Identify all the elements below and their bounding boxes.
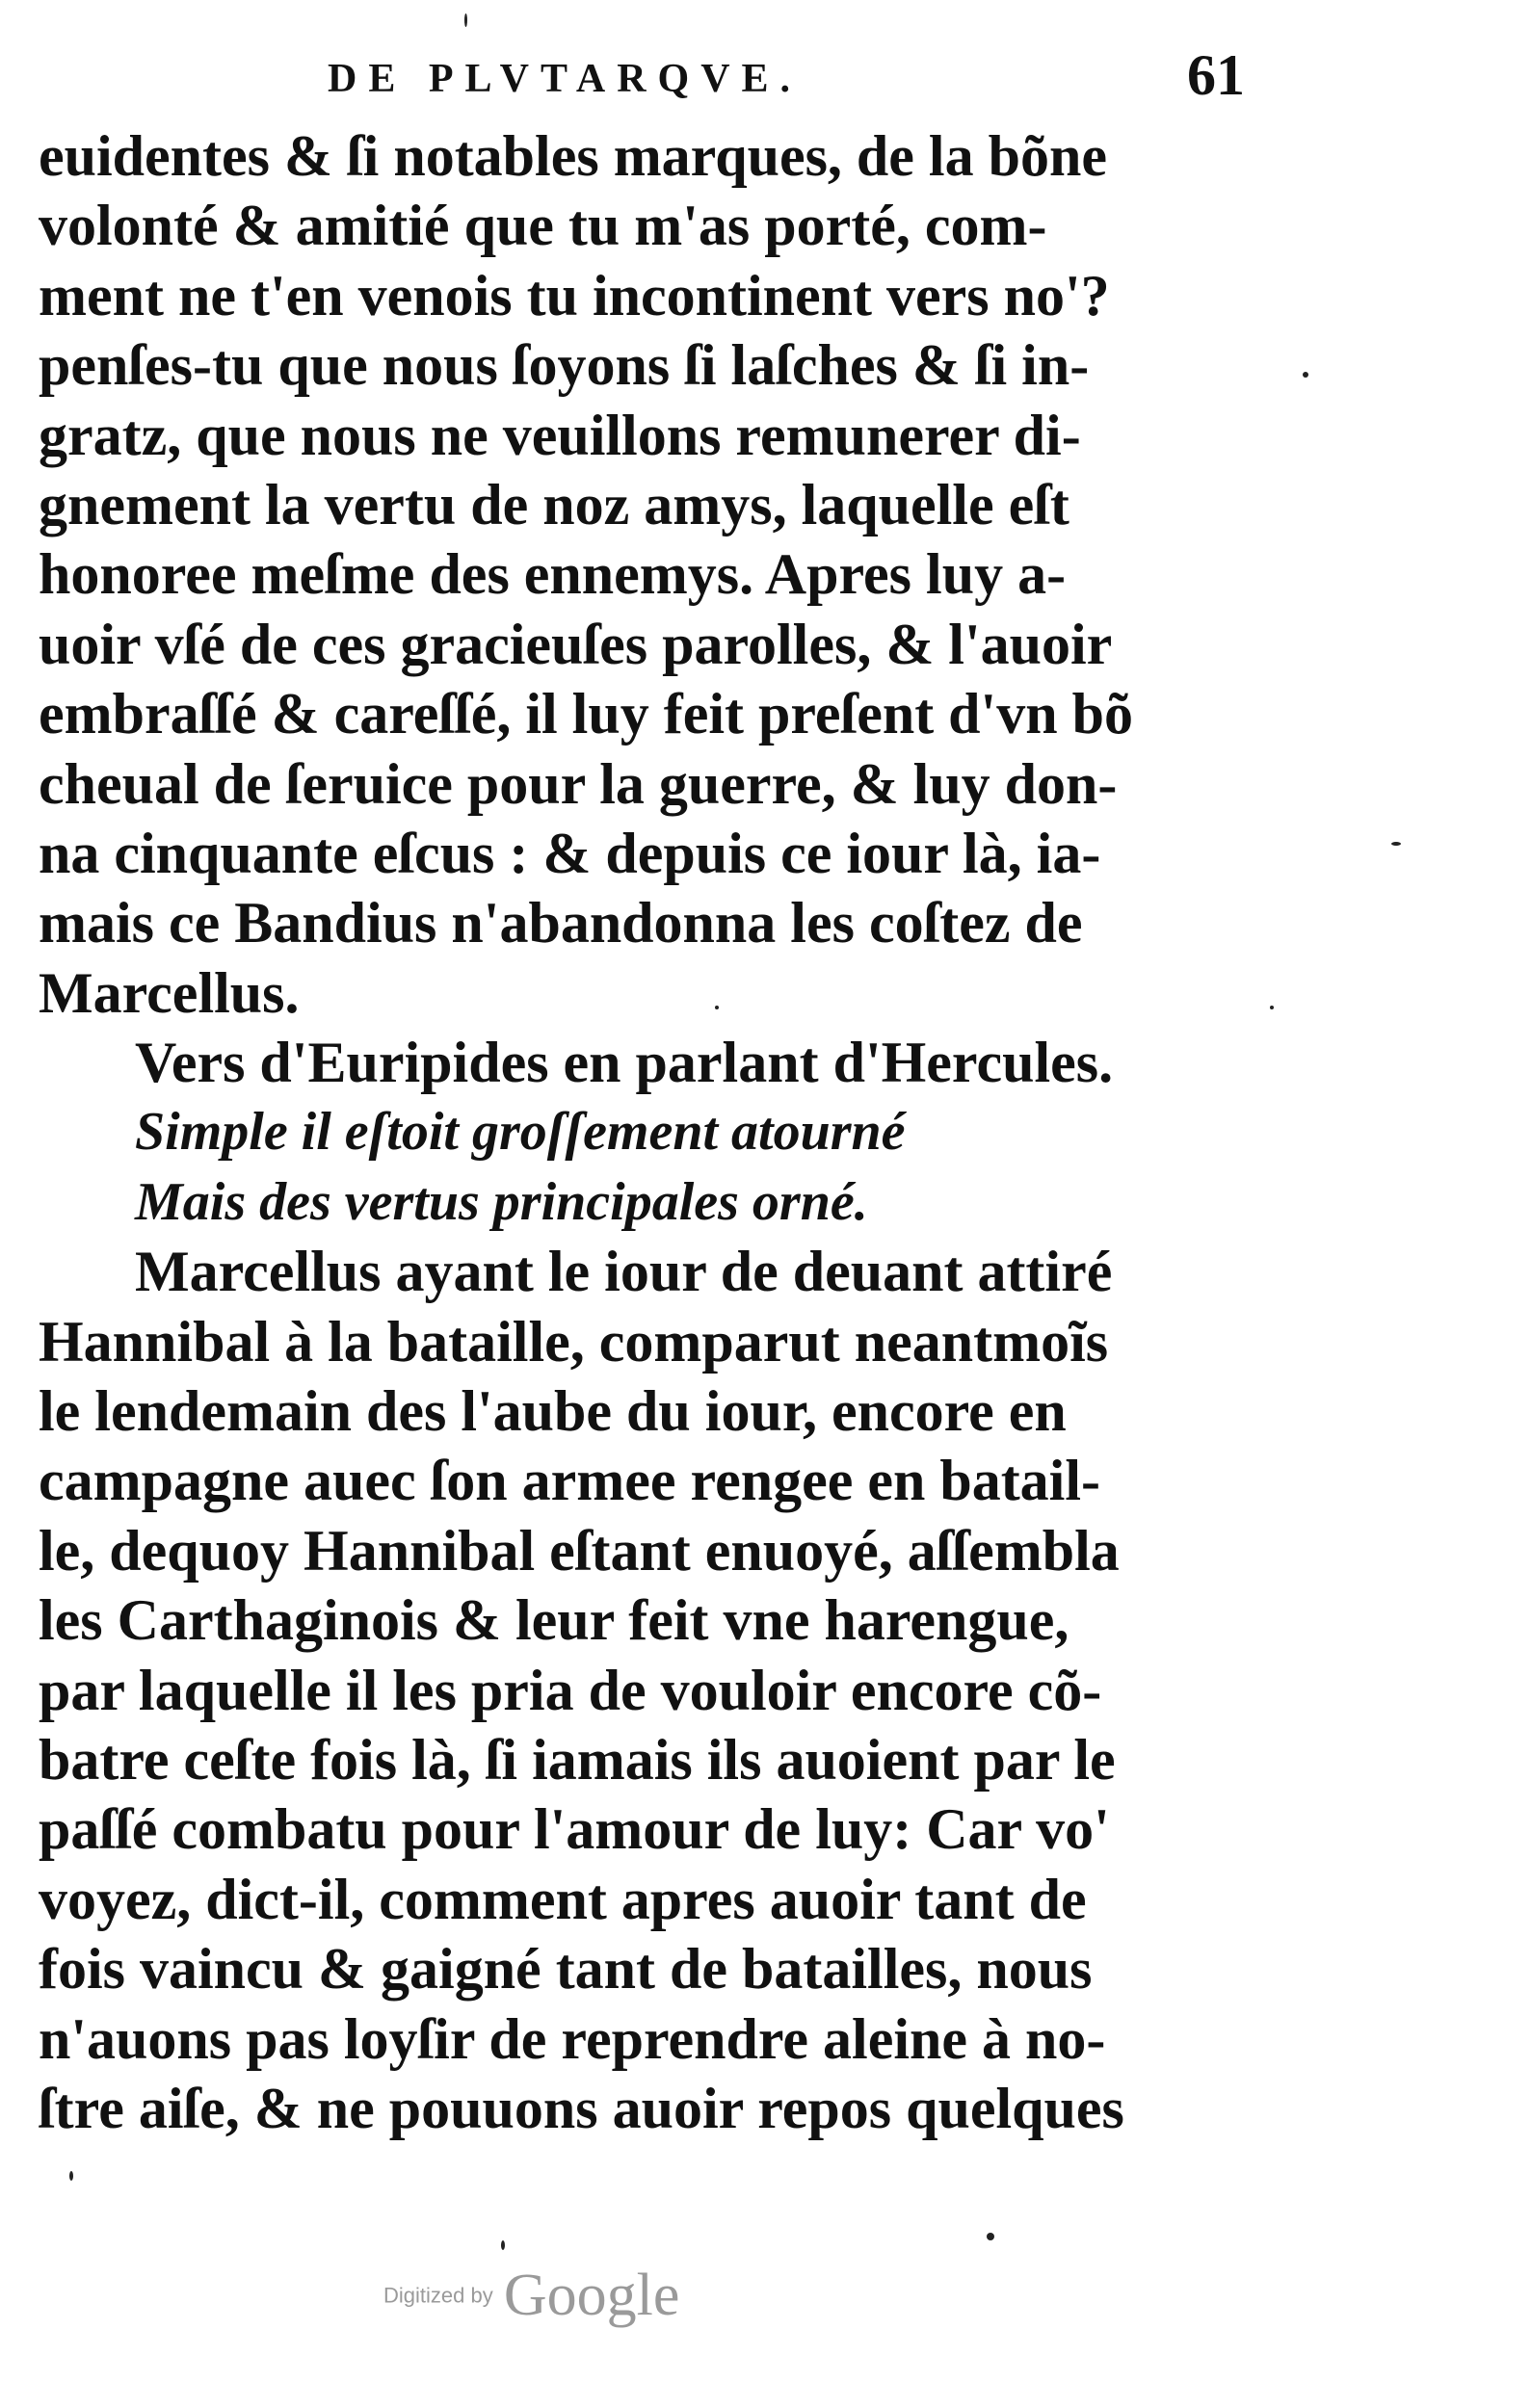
verse-line: Simple il eſtoit groſſement atourné (135, 1102, 906, 1163)
text-line: gratz, que nous ne veuillons remunerer di- (39, 403, 1081, 467)
text-line: mais ce Bandius n'abandonna les coſtez de (39, 891, 1083, 955)
text-line: le lendemain des l'aube du iour, encore en (39, 1379, 1067, 1444)
text-line: Marcellus. (39, 960, 300, 1025)
digitized-by-google-watermark (383, 2262, 679, 2330)
scan-speck (501, 2240, 505, 2250)
scan-speck (464, 13, 467, 27)
paragraph-start-line: Marcellus ayant le iour de deuant attiré (135, 1240, 1113, 1304)
text-line: fois vaincu & gaigné tant de batailles, nous (39, 1937, 1093, 2002)
text-line: ſtre aiſe, & ne pouuons auoir repos quelques (39, 2076, 1124, 2140)
verse-heading: Vers d'Euripides en parlant d'Hercules. (135, 1031, 1114, 1095)
scan-speck (69, 2171, 73, 2181)
text-line: le, dequoy Hannibal eſtant enuoyé, aſſembla (39, 1518, 1120, 1583)
text-line: voyez, dict-il, comment apres auoir tant de (39, 1867, 1087, 1931)
running-head: DE PLVTARQVE. (328, 57, 803, 101)
text-line: ment ne t'en venois tu incontinent vers no'? (39, 263, 1110, 327)
digitized-by-label: Digitized by (383, 2283, 493, 2308)
body-text (39, 121, 1291, 2143)
text-line: campagne auec ſon armee rengee en batail- (39, 1449, 1101, 1513)
text-line: cheual de ſeruice pour la guerre, & luy don- (39, 751, 1118, 816)
text-line: batre ceſte fois là, ſi iamais ils auoient par le (39, 1727, 1116, 1792)
text-line: par laquelle il les pria de vouloir encore cõ- (39, 1658, 1102, 1722)
text-line: honoree meſme des ennemys. Apres luy a- (39, 542, 1067, 607)
text-line: Hannibal à la bataille, comparut neantmoĩs (39, 1309, 1109, 1374)
text-line: euidentes & ſi notables marques, de la bõne (39, 124, 1107, 188)
scan-speck (715, 1006, 719, 1009)
text-line: gnement la vertu de noz amys, laquelle eſt (39, 472, 1069, 537)
text-line: les Carthaginois & leur feit vne harengue, (39, 1588, 1069, 1653)
text-line: embraſſé & careſſé, il luy feit preſent d'vn bõ (39, 682, 1133, 746)
text-line: uoir vſé de ces gracieuſes parolles, & l'auoir (39, 612, 1113, 676)
scan-speck (1391, 842, 1401, 846)
google-logo: Google (503, 2263, 680, 2328)
text-line: n'auons pas loyſir de reprendre aleine à no- (39, 2006, 1106, 2071)
scan-speck (987, 2233, 994, 2240)
text-line: penſes-tu que nous ſoyons ſi laſches & ſi in- (39, 333, 1090, 398)
text-line: na cinquante eſcus : & depuis ce iour là, ia- (39, 821, 1101, 885)
text-line: paſſé combatu pour l'amour de luy: Car vo' (39, 1797, 1110, 1862)
text-line: volonté & amitié que tu m'as porté, com- (39, 194, 1047, 258)
page-number: 61 (1187, 43, 1245, 107)
scan-speck (1303, 372, 1308, 378)
scan-speck (1270, 1006, 1274, 1009)
verse-line: Mais des vertus principales orné. (135, 1171, 868, 1232)
